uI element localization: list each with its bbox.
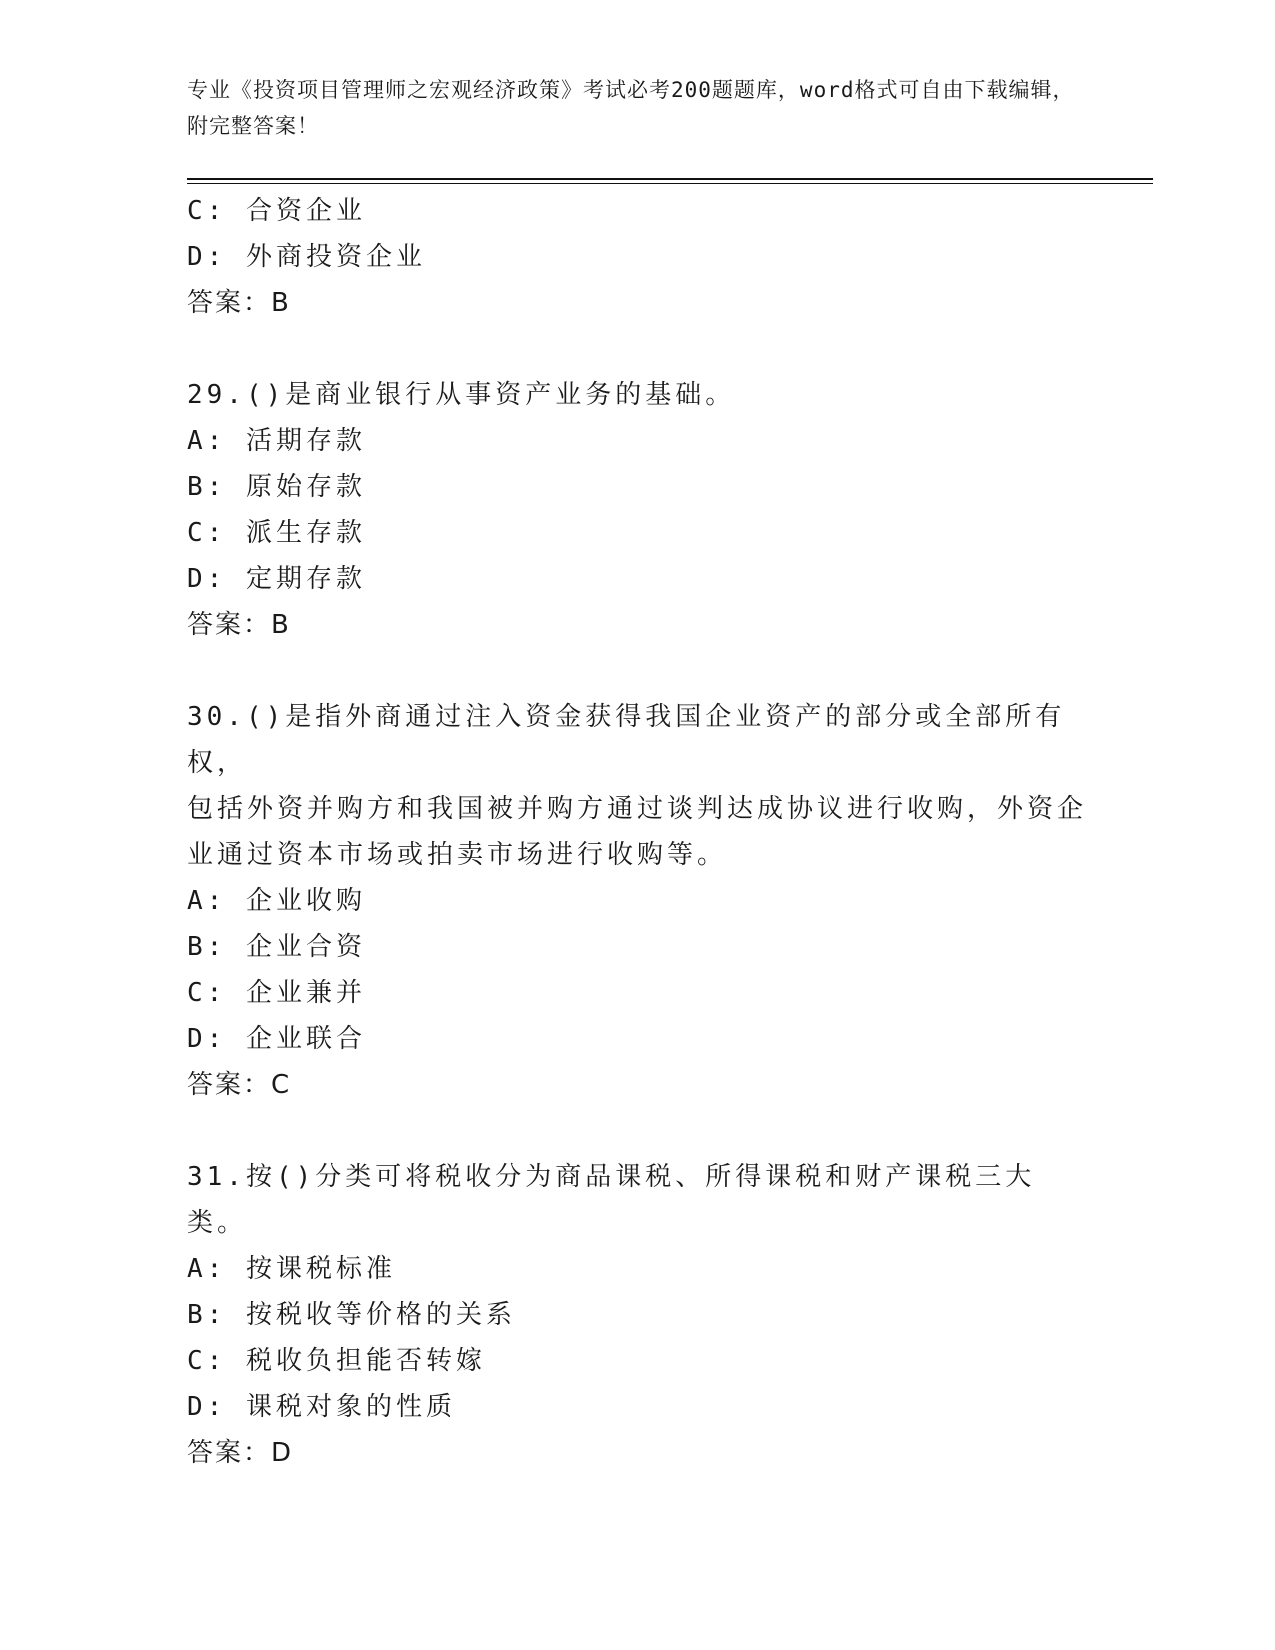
question-28-partial — [187, 188, 1087, 326]
question-31 — [187, 1154, 1087, 1476]
header-divider-thick — [187, 178, 1153, 180]
option-b: B: 按税收等价格的关系 — [187, 1300, 516, 1330]
answer: 答案：C — [187, 1070, 292, 1100]
answer: 答案：D — [187, 1438, 294, 1468]
question-stem-line-3: 业通过资本市场或拍卖市场进行收购等。 — [187, 840, 728, 870]
question-stem: 31.按()分类可将税收分为商品课税、所得课税和财产课税三大类。 — [187, 1162, 1036, 1238]
question-30 — [187, 694, 1087, 1108]
spacer — [187, 1108, 1087, 1154]
option-a: A: 按课税标准 — [187, 1254, 396, 1284]
option-d: D: 外商投资企业 — [187, 242, 426, 272]
option-a: A: 活期存款 — [187, 426, 366, 456]
spacer — [187, 326, 1087, 372]
option-d: D: 课税对象的性质 — [187, 1392, 456, 1422]
document-header — [187, 72, 1077, 144]
option-a: A: 企业收购 — [187, 886, 366, 916]
option-b: B: 原始存款 — [187, 472, 366, 502]
answer: 答案：B — [187, 610, 291, 640]
question-stem: 29.()是商业银行从事资产业务的基础。 — [187, 380, 736, 410]
header-title: 专业《投资项目管理师之宏观经济政策》考试必考200题题库，word格式可自由下载编辑，附完整答案！ — [187, 78, 1075, 138]
option-c: C: 合资企业 — [187, 196, 366, 226]
option-d: D: 定期存款 — [187, 564, 366, 594]
spacer — [187, 648, 1087, 694]
question-stem-line-2: 包括外资并购方和我国被并购方通过谈判达成协议进行收购，外资企 — [187, 794, 1088, 824]
option-c: C: 税收负担能否转嫁 — [187, 1346, 486, 1376]
question-list — [187, 188, 1087, 1476]
option-b: B: 企业合资 — [187, 932, 366, 962]
answer: 答案：B — [187, 288, 291, 318]
option-c: C: 派生存款 — [187, 518, 366, 548]
question-29 — [187, 372, 1087, 648]
option-c: C: 企业兼并 — [187, 978, 366, 1008]
header-divider-thin — [187, 183, 1153, 184]
option-d: D: 企业联合 — [187, 1024, 366, 1054]
question-stem-line-1: 30.()是指外商通过注入资金获得我国企业资产的部分或全部所有权， — [187, 702, 1066, 778]
